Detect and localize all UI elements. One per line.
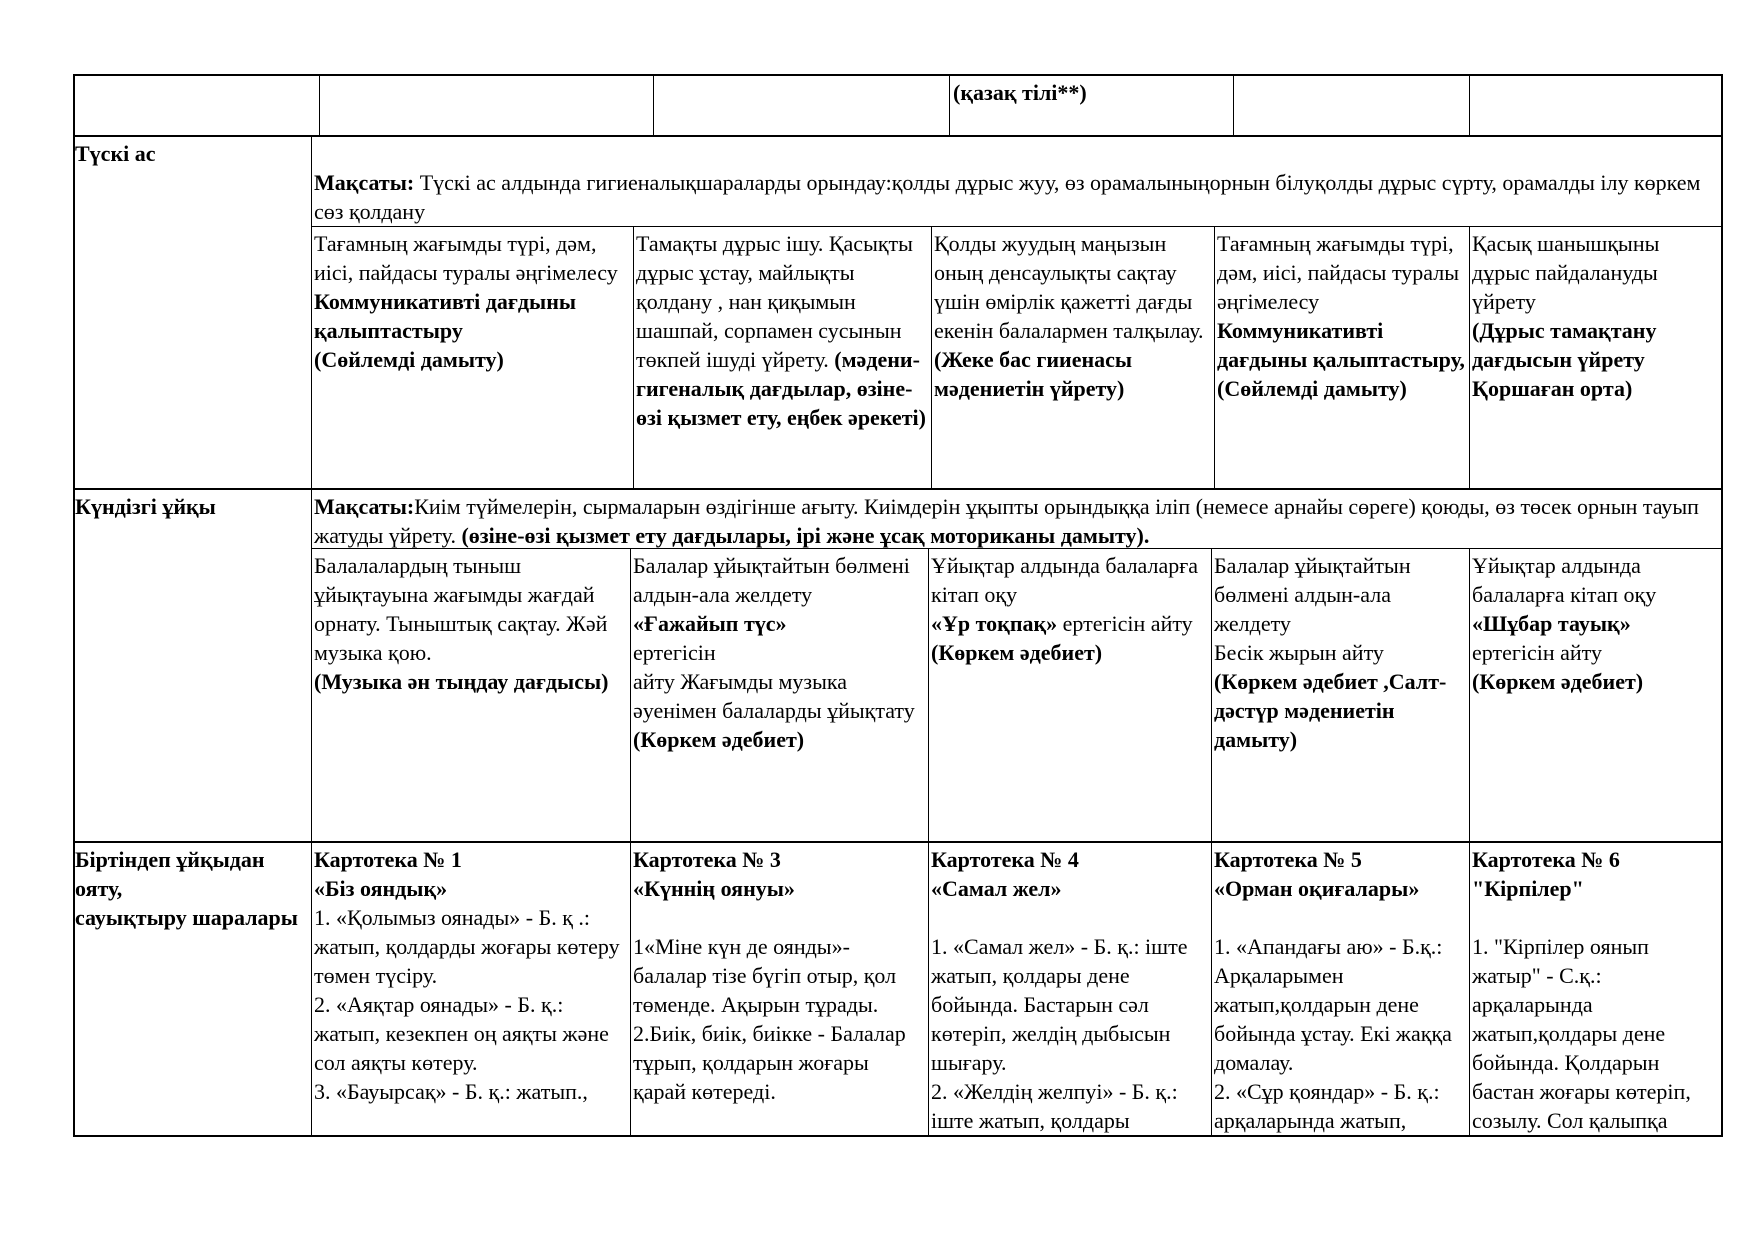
- wake-day-3: [929, 843, 1210, 1135]
- lunch-day-4-skill: Коммуникативті дағдыны қалыптастыру, (Сөйлемді дамыту): [1217, 318, 1465, 401]
- nap-day-1: [312, 549, 629, 840]
- nap-day-5-tale: «Шұбар тауық»: [1472, 611, 1631, 636]
- nap-day-4-text: Балалар ұйықтайтын бөлмені алдын-ала желдету Бесік жырын айту: [1214, 553, 1411, 665]
- wake-day-3-card: Картотека № 4: [931, 847, 1079, 872]
- lunch-day-3-text: Қолды жуудың маңызын оның денсаулықты сақтау үшін өмірлік қажетті дағды екенін балалармен талқылау.: [934, 231, 1204, 343]
- nap-day-2-skill: (Көркем әдебиет): [633, 727, 805, 752]
- row-label-nap: Күндізгі ұйқы: [75, 494, 216, 519]
- nap-day-5-skill: (Көркем әдебиет): [1472, 669, 1644, 694]
- lunch-day-2: [634, 227, 930, 487]
- header-language-cell: (қазақ тілі**): [953, 80, 1087, 105]
- nap-day-3-text-after: ертегісін айту: [1057, 611, 1193, 636]
- nap-day-5-text: Ұйықтар алдында балаларға кітап оқу: [1472, 553, 1657, 607]
- lunch-day-2-skill: (мәдени-гигеналық дағдылар, өзіне-өзі қызмет ету, еңбек әрекеті): [636, 347, 926, 430]
- nap-day-2-tale: «Ғажайып түс»: [633, 611, 787, 636]
- wake-day-2-card: Картотека № 3: [633, 847, 781, 872]
- column-divider: [1469, 74, 1470, 135]
- wake-day-2-title: «Күннің оянуы»: [633, 876, 795, 901]
- nap-goal-label: Мақсаты:: [314, 494, 415, 519]
- column-divider: [653, 74, 654, 135]
- column-divider: [1233, 74, 1234, 135]
- lunch-day-3-skill: (Жеке бас гииенасы мәдениетін үйрету): [934, 347, 1133, 401]
- nap-day-4: [1212, 549, 1468, 840]
- row-label-wake: Біртіндеп ұйқыдан ояту, сауықтыру шаралары: [75, 847, 298, 930]
- wake-day-4-title: «Орман оқиғалары»: [1214, 876, 1420, 901]
- lunch-goal-text: Түскі ас алдында гигиеналықшараларды орындау:қолды дұрыс жуу, өз орамалыныңорнын білуқолды дұрыс сүрту, орамалды ілу көркем сөз қолдану: [314, 170, 1701, 224]
- lunch-day-1: [312, 227, 632, 487]
- lunch-day-5: [1470, 227, 1721, 487]
- column-divider: [949, 74, 950, 135]
- nap-goal-text: Киім түймелерін, сырмаларын өздігінше ағыту. Киімдерін ұқыпты орындыққа іліп (немесе арнайы сөреге) қоюды, өз төсек орнын тауып жатуды үйрету.: [314, 494, 1699, 548]
- nap-day-1-skill: (Музыка ән тыңдау дағдысы): [314, 669, 609, 694]
- nap-day-2-text: Балалар ұйықтайтын бөлмені алдын-ала желдету: [633, 553, 910, 607]
- wake-day-2: [631, 843, 927, 1135]
- lunch-day-4-text: Тағамның жағымды түрі, дәм, иісі, пайдасы туралы әңгімелесу: [1217, 231, 1459, 314]
- nap-day-5: [1470, 549, 1721, 840]
- nap-day-3-skill: (Көркем әдебиет): [931, 640, 1103, 665]
- wake-day-1: [312, 843, 629, 1135]
- nap-day-2: [631, 549, 927, 840]
- column-divider: [319, 74, 320, 135]
- lunch-day-2-text: Тамақты дұрыс ішу. Қасықты дұрыс ұстау, майлықты қолдану , нан қиқымын шашпай, сорпамен сусынын төкпей ішуді үйрету.: [636, 231, 913, 372]
- lunch-day-4: [1215, 227, 1468, 487]
- nap-day-2-text-after: ертегісін айту Жағымды музыка әуенімен балаларды ұйықтату: [633, 640, 915, 723]
- wake-day-3-title: «Самал жел»: [931, 876, 1062, 901]
- wake-day-5: [1470, 843, 1721, 1135]
- nap-day-5-text-after: ертегісін айту: [1472, 640, 1603, 665]
- lunch-day-1-skill: Коммуникативті дағдыны қалыптастыру (Сөйлемді дамыту): [314, 289, 577, 372]
- wake-day-4: [1212, 843, 1468, 1135]
- lunch-day-5-text: Қасық шанышқыны дұрыс пайдалануды үйрету: [1472, 231, 1660, 314]
- wake-day-3-text: 1. «Самал жел» - Б. қ.: іште жатып, қолдары дене бойында. Бастарын сәл көтеріп, желдің дыбысын шығару. 2. «Желдің желпуі» - Б. қ.: іште жатып, қолдары: [931, 934, 1188, 1133]
- nap-day-3-text: Ұйықтар алдында балаларға кітап оқу: [931, 553, 1199, 607]
- row-label-lunch: Түскі ас: [75, 141, 156, 166]
- wake-day-4-card: Картотека № 5: [1214, 847, 1362, 872]
- wake-day-5-card: Картотека № 6: [1472, 847, 1620, 872]
- wake-day-5-title: "Кірпілер": [1472, 876, 1584, 901]
- wake-day-5-text: 1. "Кірпілер оянып жатыр" - С.қ.: арқаларында жатып,қолдары дене бойында. Қолдарын бастан жоғары көтеріп, созылу. Сол қалыпқа: [1472, 934, 1691, 1133]
- wake-day-1-title: «Біз ояндық»: [314, 876, 448, 901]
- lunch-day-5-skill: (Дұрыс тамақтану дағдысын үйрету Қоршаған орта): [1472, 318, 1657, 401]
- lunch-goal-label: Мақсаты:: [314, 170, 415, 195]
- wake-day-1-card: Картотека № 1: [314, 847, 462, 872]
- wake-day-1-text: 1. «Қолымыз оянады» - Б. қ .: жатып, қолдарды жоғары көтеру төмен түсіру. 2. «Аяқтар оянады» - Б. қ.: жатып, кезекпен оң аяқты және сол аяқты көтеру. 3. «Бауырсақ» - Б. қ.: жатып.,: [314, 905, 620, 1104]
- wake-day-2-text: 1«Міне күн де оянды»- балалар тізе бүгіп отыр, қол төменде. Ақырын тұрады. 2.Биік, биік, биікке - Балалар тұрып, қолдарын жоғары қарай көтереді.: [633, 934, 906, 1104]
- nap-goal-cell: [312, 490, 1721, 548]
- nap-day-3: [929, 549, 1210, 840]
- lunch-day-3: [932, 227, 1213, 487]
- wake-day-4-text: 1. «Апандағы аю» - Б.қ.: Арқаларымен жатып,қолдарын дене бойында ұстау. Екі жаққа домалау. 2. «Сұр қояндар» - Б. қ.: арқаларында жатып,: [1214, 934, 1452, 1133]
- nap-day-1-text: Балалалардың тыныш ұйықтауына жағымды жағдай орнату. Тыныштық сақтау. Жәй музыка қою.: [314, 553, 608, 665]
- lunch-day-1-text: Тағамның жағымды түрі, дәм, иісі, пайдасы туралы әңгімелесу: [314, 231, 618, 285]
- nap-day-3-tale: «Ұр тоқпақ»: [931, 611, 1058, 636]
- lunch-goal-cell: [312, 137, 1721, 226]
- nap-day-4-skill: (Көркем әдебиет ,Салт-дәстүр мәдениетін дамыту): [1214, 669, 1447, 752]
- nap-goal-skill: (өзіне-өзі қызмет ету дағдылары, ірі және ұсақ моториканы дамыту).: [461, 523, 1150, 548]
